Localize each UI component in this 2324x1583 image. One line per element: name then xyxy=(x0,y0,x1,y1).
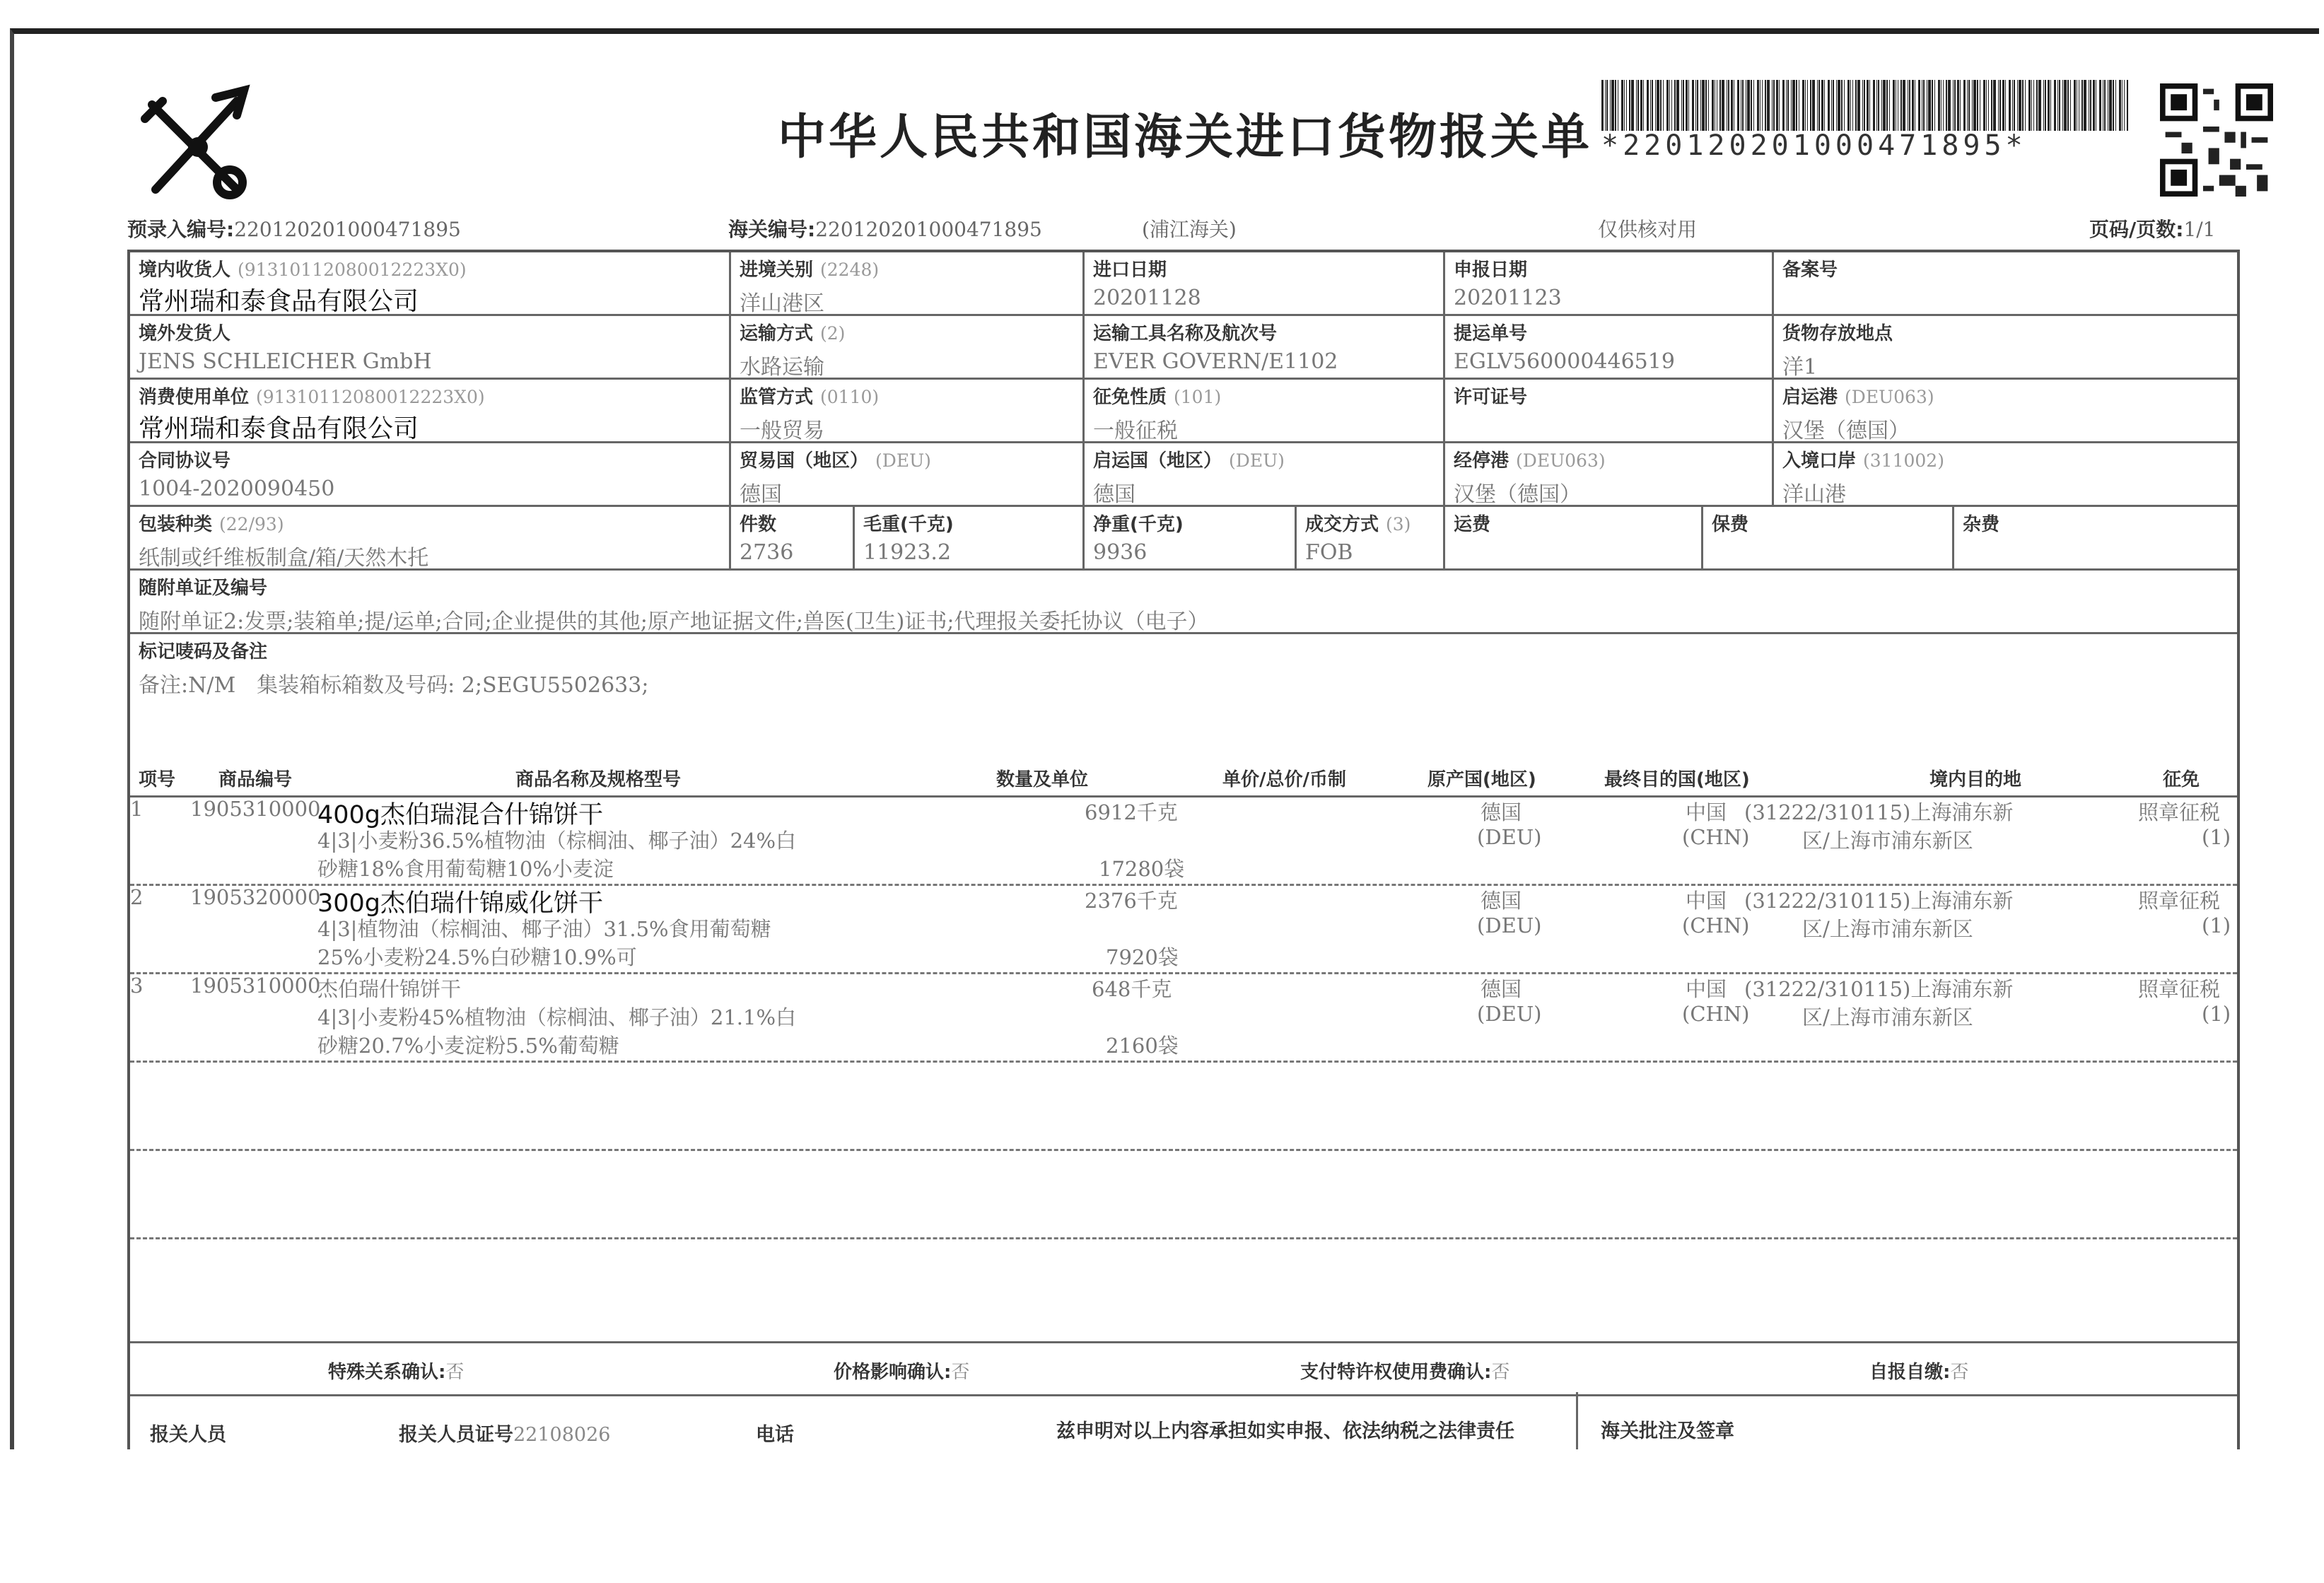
contract-no-cell: 合同协议号 1004-2020090450 xyxy=(130,443,731,507)
bill-no-cell: 提运单号 EGLV560000446519 xyxy=(1445,316,1774,380)
barcode-icon xyxy=(1601,80,2132,131)
confirmation-row: 特殊关系确认:否 价格影响确认:否 支付特许权使用费确认:否 自报自缴:否 xyxy=(130,1341,2237,1396)
page-indicator: 页码/页数:1/1 xyxy=(2089,218,2216,241)
insurance-cell: 保费 xyxy=(1703,507,1954,571)
overseas-shipper-cell: 境外发货人 JENS SCHLEICHER GmbH xyxy=(130,316,731,380)
table-row: 1 1905310000 400g杰伯瑞混合什锦饼干 4|3|小麦粉36.5%植物油（棕榈油、椰子油）24%白 砂糖18%食用葡萄糖10%小麦淀 6912千克 17280袋 德国 (DEU) 中国 (CHN) (31222/310115)上海浦东新 区/上海市浦东新区 照章征税 (1) xyxy=(130,795,2237,886)
storage-place-cell: 货物存放地点 洋1 xyxy=(1774,316,2237,380)
transport-name-cell: 运输工具名称及航次号 EVER GOVERN/E1102 xyxy=(1085,316,1445,380)
attached-docs-cell: 随附单证及编号 随附单证2:发票;装箱单;提/运单;合同;企业提供的其他;原产地证据文件;兽医(卫生)证书;代理报关委托协议（电子） xyxy=(130,571,2237,634)
customs-number: 海关编号:220120201000471895 xyxy=(728,218,1042,241)
marks-cell: 标记唛码及备注 备注:N/M 集装箱标箱数及号码: 2;SEGU5502633; xyxy=(139,641,649,698)
page-bottom-margin xyxy=(0,1449,2324,1583)
legal-statement: 兹申明对以上内容承担如实申报、依法纳税之法律责任 xyxy=(1056,1420,1514,1442)
gross-weight-cell: 毛重(千克) 11923.2 xyxy=(855,507,1085,571)
consumer-unit-cell: 消费使用单位 (91310112080012223X0) 常州瑞和泰食品有限公司 xyxy=(130,380,731,443)
package-type-cell: 包装种类 (22/93) 纸制或纤维板制盒/箱/天然木托 xyxy=(130,507,731,571)
trade-country-cell: 贸易国（地区） (DEU) 德国 xyxy=(731,443,1085,507)
import-date-cell: 进口日期 20201128 xyxy=(1085,252,1445,316)
exemption-nature-cell: 征免性质 (101) 一般征税 xyxy=(1085,380,1445,443)
customs-review-label: 海关批注及签章 xyxy=(1601,1420,1734,1442)
phone-label: 电话 xyxy=(756,1424,794,1446)
barcode-number: *220120201000471895* xyxy=(1601,129,2027,162)
qr-code-icon xyxy=(2160,83,2273,197)
declarant-cert: 报关人员证号22108026 xyxy=(399,1424,611,1446)
empty-goods-row xyxy=(130,1149,2237,1239)
customs-port: (浦江海关) xyxy=(1142,218,1237,241)
table-row: 2 1905320000 300g杰伯瑞什锦威化饼干 4|3|植物油（棕榈油、椰子油）31.5%食用葡萄糖 25%小麦粉24.5%白砂糖10.9%可 2376千克 7920袋 德国 (DEU) 中国 (CHN) (31222/310115)上海浦东新 区/上海市浦东新区 照章征税 (1) xyxy=(130,884,2237,974)
consignee-cell: 境内收货人 (91310112080012223X0) 常州瑞和泰食品有限公司 xyxy=(130,252,731,316)
customs-emblem-icon xyxy=(131,83,258,204)
verification-note: 仅供核对用 xyxy=(1598,218,1698,241)
transaction-mode-cell: 成交方式 (3) FOB xyxy=(1297,507,1445,571)
origin-country-cell: 启运国（地区） (DEU) 德国 xyxy=(1085,443,1445,507)
misc-fee-cell: 杂费 xyxy=(1954,507,2237,571)
pieces-cell: 件数 2736 xyxy=(731,507,855,571)
empty-goods-row xyxy=(130,1237,2237,1315)
document-title: 中华人民共和国海关进口货物报关单 xyxy=(778,110,1593,165)
freight-cell: 运费 xyxy=(1445,507,1703,571)
port-of-loading-cell: 启运港 (DEU063) 汉堡（德国） xyxy=(1774,380,2237,443)
preentry-number: 预录入编号:220120201000471895 xyxy=(127,218,461,241)
table-row: 3 1905310000 杰伯瑞什锦饼干 4|3|小麦粉45%植物油（棕榈油、椰子油）21.1%白 砂糖20.7%小麦淀粉5.5%葡萄糖 648千克 2160袋 德国 (DEU) 中国 (CHN) (31222/310115)上海浦东新 区/上海市浦东新区 照章征税 (1) xyxy=(130,972,2237,1063)
entry-customs-cell: 进境关别 (2248) 洋山港区 xyxy=(731,252,1085,316)
goods-table-header: 项号 商品编号 商品名称及规格型号 数量及单位 单价/总价/币制 原产国(地区) 最终目的国(地区) 境内目的地 征免 xyxy=(130,757,2237,798)
declare-date-cell: 申报日期 20201123 xyxy=(1445,252,1774,316)
record-no-cell: 备案号 xyxy=(1774,252,2237,316)
declaration-sheet xyxy=(10,28,2319,1455)
empty-goods-row xyxy=(130,1061,2237,1151)
entry-port-cell: 入境口岸 (311002) 洋山港 xyxy=(1774,443,2237,507)
declaration-form xyxy=(127,250,2240,1493)
net-weight-cell: 净重(千克) 9936 xyxy=(1085,507,1297,571)
supervision-mode-cell: 监管方式 (0110) 一般贸易 xyxy=(731,380,1085,443)
via-port-cell: 经停港 (DEU063) 汉堡（德国） xyxy=(1445,443,1774,507)
license-no-cell: 许可证号 xyxy=(1445,380,1774,443)
transport-mode-cell: 运输方式 (2) 水路运输 xyxy=(731,316,1085,380)
declarant-label: 报关人员 xyxy=(150,1424,226,1446)
